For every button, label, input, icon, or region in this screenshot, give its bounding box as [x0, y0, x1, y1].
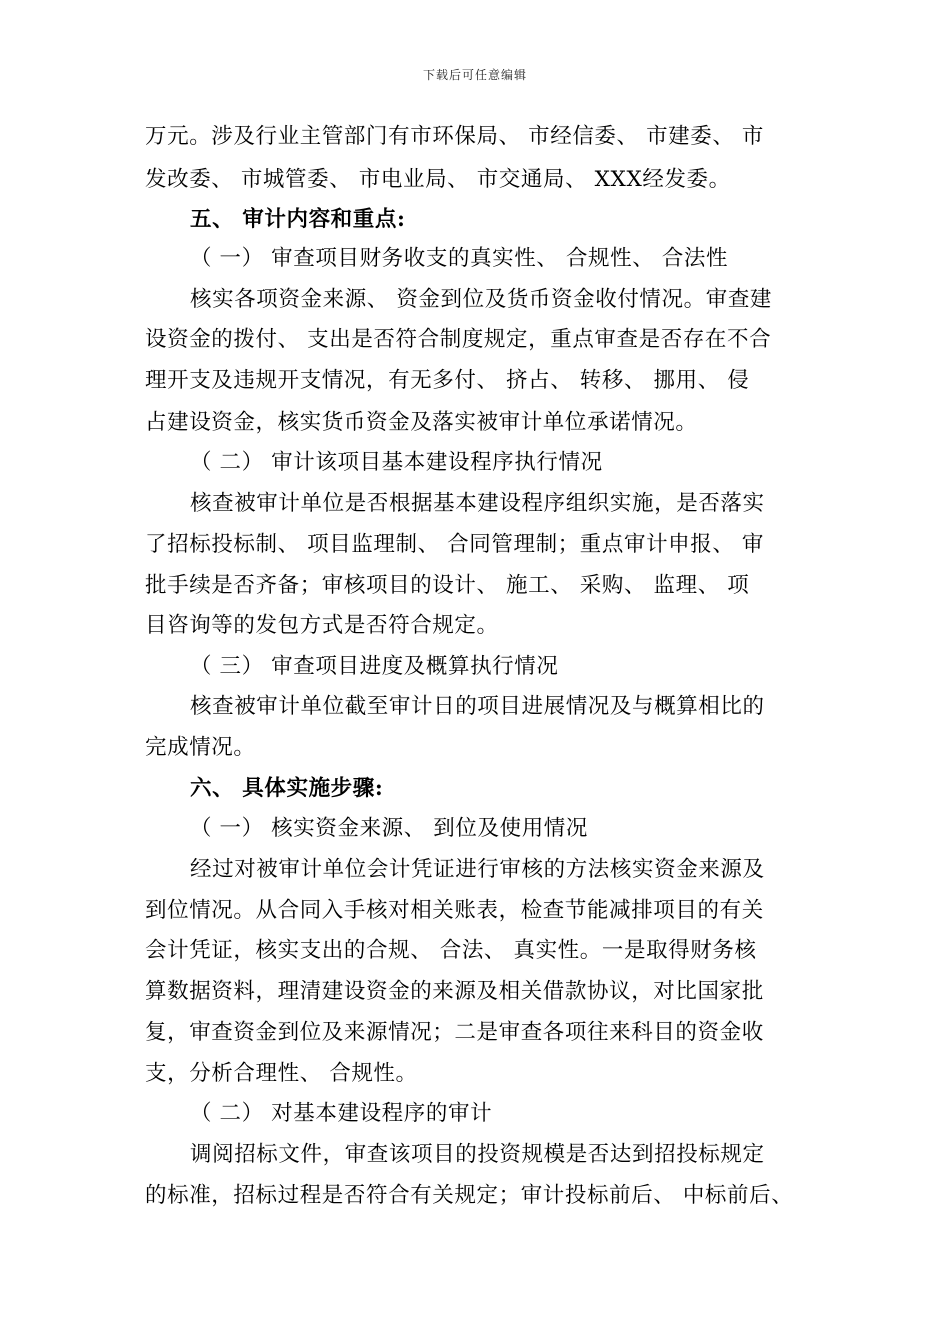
paragraph-line: 核查被审计单位截至审计日的项目进展情况及与概算相比的: [190, 694, 765, 719]
paragraph-line: 批手续是否齐备；审核项目的设计、 施工、 采购、 监理、 项: [145, 573, 750, 598]
subsection-heading: （ 一） 核实资金来源、 到位及使用情况: [190, 816, 589, 841]
paragraph-line: 核查被审计单位是否根据基本建设程序组织实施，是否落实: [190, 491, 765, 516]
paragraph-line: 占建设资金，核实货币资金及落实被审计单位承诺情况。: [145, 410, 698, 435]
section-heading: 五、 审计内容和重点:: [190, 207, 406, 232]
paragraph-line: 支，分析合理性、 合规性。: [145, 1061, 418, 1086]
section-heading: 六、 具体实施步骤:: [190, 776, 384, 801]
subsection-heading: （ 三） 审查项目进度及概算执行情况: [190, 654, 559, 679]
paragraph-line: 发改委、 市城管委、 市电业局、 市交通局、 XXX经发委。: [145, 167, 731, 192]
paragraph-line: 理开支及违规开支情况，有无多付、 挤占、 转移、 挪用、 侵: [145, 368, 750, 393]
paragraph-line: 目咨询等的发包方式是否符合规定。: [145, 613, 499, 638]
paragraph-line: 到位情况。从合同入手核对相关账表，检查节能减排项目的有关: [145, 898, 764, 923]
paragraph-line: 万元。涉及行业主管部门有市环保局、 市经信委、 市建委、 市: [145, 124, 765, 149]
paragraph-line: 完成情况。: [145, 735, 256, 760]
paragraph-line: 复，审查资金到位及来源情况；二是审查各项往来科目的资金收: [145, 1020, 764, 1045]
paragraph-line: 核实各项资金来源、 资金到位及货币资金收付情况。审查建: [190, 287, 773, 312]
subsection-heading: （ 二） 审计该项目基本建设程序执行情况: [190, 450, 603, 475]
paragraph-line: 设资金的拨付、 支出是否符合制度规定，重点审查是否存在不合: [145, 327, 772, 352]
paragraph-line: 调阅招标文件，审查该项目的投资规模是否达到招投标规定: [190, 1142, 765, 1167]
paragraph-line: 的标准，招标过程是否符合有关规定；审计投标前后、 中标前后、: [145, 1183, 794, 1208]
subsection-heading: （ 一） 审查项目财务收支的真实性、 合规性、 合法性: [190, 246, 729, 271]
paragraph-line: 会计凭证，核实支出的合规、 合法、 真实性。一是取得财务核: [145, 938, 757, 963]
paragraph-line: 了招标投标制、 项目监理制、 合同管理制；重点审计申报、 审: [145, 532, 765, 557]
paragraph-line: 算数据资料，理清建设资金的来源及相关借款协议，对比国家批: [145, 979, 764, 1004]
page-header: 下载后可任意编辑: [422, 68, 527, 82]
subsection-heading: （ 二） 对基本建设程序的审计: [190, 1101, 493, 1126]
paragraph-line: 经过对被审计单位会计凭证进行审核的方法核实资金来源及: [190, 857, 765, 882]
